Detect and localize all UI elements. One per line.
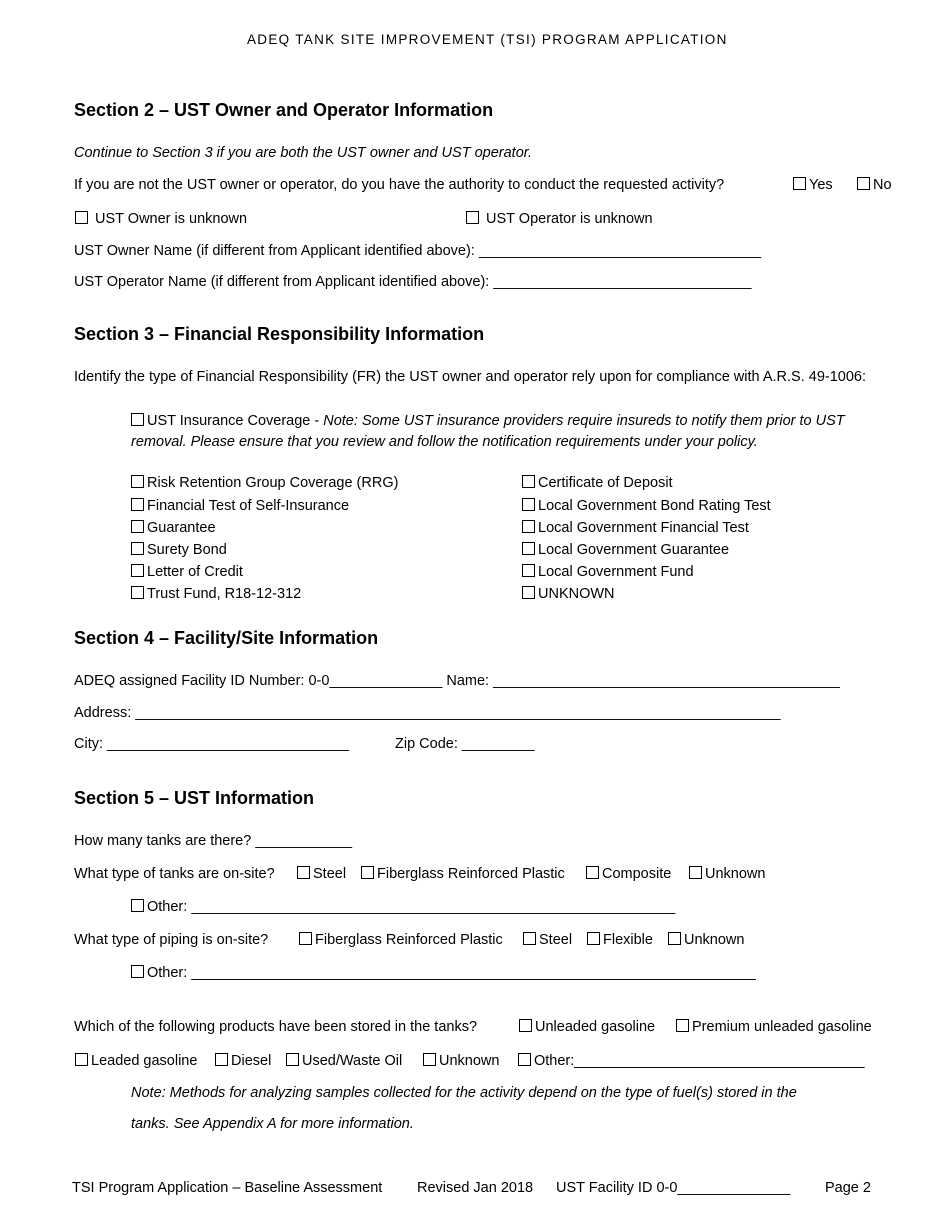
tank-type-label: Steel [313,866,347,882]
product-option[interactable] [519,1018,655,1036]
piping-type-label: Steel [539,932,573,948]
checkbox[interactable] [361,866,374,879]
fr-option-left-4[interactable] [131,563,243,581]
piping-question: What type of piping is on-site? [74,932,269,948]
fuel-note-line-2: tanks. See Appendix A for more information. [131,1116,414,1132]
checkbox[interactable] [587,932,600,945]
product-label: Unknown [439,1053,500,1069]
piping-type-label: Fiberglass Reinforced Plastic [315,932,503,948]
fr-option-left-3[interactable] [131,541,227,559]
operator-unknown-option[interactable] [466,210,653,228]
fr-intro: Identify the type of Financial Responsibility (FR) the UST owner and operator rely upon for compliance with A.R.S. 49-1006: [74,369,866,385]
product-label: Unleaded gasoline [535,1019,656,1035]
product-label: Premium unleaded gasoline [692,1019,872,1035]
fr-option-label: Surety Bond [147,542,227,558]
fr-option-label: Financial Test of Self-Insurance [147,498,350,514]
checkbox[interactable] [522,520,535,533]
fr-option-label: UNKNOWN [538,586,615,602]
product-label: Used/Waste Oil [302,1053,403,1069]
tank-count-field[interactable]: How many tanks are there? ____________ [74,833,353,849]
checkbox[interactable] [131,586,144,599]
fr-option-right-4[interactable] [522,563,694,581]
section-2-heading: Section 2 – UST Owner and Operator Information [74,100,494,120]
yes-label: Yes [809,177,833,193]
owner-unknown-label: UST Owner is unknown [95,211,248,227]
checkbox[interactable] [131,965,144,978]
product-option[interactable] [286,1052,402,1070]
checkbox[interactable] [668,932,681,945]
checkbox[interactable] [286,1053,299,1066]
checkbox[interactable] [423,1053,436,1066]
operator-unknown-checkbox[interactable] [466,211,479,224]
fr-option-right-0[interactable] [522,474,673,492]
owner-name-field[interactable]: UST Owner Name (if different from Applicant identified above): ___________________________________ [74,243,762,259]
checkbox[interactable] [522,586,535,599]
tank-type-label: Composite [602,866,672,882]
fr-option-label: Certificate of Deposit [538,475,673,491]
fr-option-label: Letter of Credit [147,564,243,580]
checkbox[interactable] [676,1019,689,1032]
fr-option-label: Guarantee [147,520,216,536]
owner-unknown-checkbox[interactable] [75,211,88,224]
operator-name-field[interactable]: UST Operator Name (if different from Applicant identified above): ________________________________ [74,274,752,290]
piping-type-label: Flexible [603,932,653,948]
checkbox[interactable] [131,498,144,511]
checkbox[interactable] [131,542,144,555]
checkbox[interactable] [586,866,599,879]
no-checkbox[interactable] [857,177,870,190]
checkbox[interactable] [215,1053,228,1066]
authority-yes-option[interactable] [793,176,833,194]
no-label: No [873,177,892,193]
checkbox[interactable] [518,1053,531,1066]
piping-type-label: Unknown [684,932,745,948]
footer-revised: Revised Jan 2018 [417,1180,534,1196]
section-3-heading: Section 3 – Financial Responsibility Information [74,324,485,344]
tank-type-option[interactable] [297,865,346,883]
checkbox[interactable] [297,866,310,879]
checkbox[interactable] [75,1053,88,1066]
fr-option-label: Local Government Bond Rating Test [538,498,771,514]
piping-type-option[interactable] [668,931,744,949]
checkbox[interactable] [689,866,702,879]
checkbox[interactable] [522,475,535,488]
checkbox[interactable] [522,542,535,555]
tank-type-label: Unknown [705,866,766,882]
footer-facility-id: UST Facility ID 0-0______________ [556,1180,791,1196]
fr-option-label: Risk Retention Group Coverage (RRG) [147,475,399,491]
checkbox[interactable] [131,520,144,533]
city-field[interactable]: City: ______________________________ [74,736,349,752]
product-option[interactable] [423,1052,499,1070]
fr-option-left-0[interactable] [131,474,398,492]
product-label: Diesel [231,1053,272,1069]
product-option[interactable] [676,1018,872,1036]
fr-option-label: Trust Fund, R18-12-312 [147,586,302,602]
product-option[interactable] [215,1052,271,1070]
owner-unknown-option[interactable] [75,210,247,228]
authority-question: If you are not the UST owner or operator, do you have the authority to conduct the requested activity? [74,177,725,193]
section-2-instruction: Continue to Section 3 if you are both the UST owner and UST operator. [74,145,533,161]
product-option[interactable] [75,1052,197,1070]
checkbox[interactable] [299,932,312,945]
insurance-label: UST Insurance Coverage - [147,413,324,429]
piping-other-option[interactable] [131,964,756,982]
footer-doc-name: TSI Program Application – Baseline Assessment [72,1180,383,1196]
checkbox[interactable] [131,899,144,912]
product-other-option[interactable] [518,1052,865,1070]
checkbox[interactable] [522,498,535,511]
tank-other-field[interactable]: Other: ____________________________________________________________ [147,899,676,915]
fuel-note-line-1: Note: Methods for analyzing samples collected for the activity depend on the type of fuel(s) stored in the [131,1085,797,1101]
insurance-option[interactable] [131,411,871,453]
section-4-heading: Section 4 – Facility/Site Information [74,628,379,648]
yes-checkbox[interactable] [793,177,806,190]
authority-no-option[interactable] [857,176,892,194]
fr-option-right-3[interactable] [522,541,729,559]
fr-option-right-2[interactable] [522,519,749,537]
section-5-heading: Section 5 – UST Information [74,788,315,808]
insurance-note: Note: Some UST insurance providers require insureds to notify them prior to UST removal. Please ensure that you review and follow the notification requirements under your policy. [131,413,845,450]
fr-option-left-2[interactable] [131,519,216,537]
fr-option-right-1[interactable] [522,497,771,515]
checkbox[interactable] [523,932,536,945]
checkbox[interactable] [519,1019,532,1032]
checkbox[interactable] [131,564,144,577]
zip-code-field[interactable]: Zip Code: _________ [395,736,535,752]
tank-type-option[interactable] [689,865,765,883]
piping-type-option[interactable] [299,931,503,949]
fr-option-right-5[interactable] [522,585,615,603]
address-field[interactable]: Address: ________________________________________________________________________________ [74,705,781,721]
fr-option-left-5[interactable] [131,585,301,603]
product-other-field[interactable]: Other:____________________________________ [534,1053,865,1069]
checkbox[interactable] [131,475,144,488]
fr-option-left-1[interactable] [131,497,349,515]
checkbox[interactable] [522,564,535,577]
facility-id-name-field[interactable]: ADEQ assigned Facility ID Number: 0-0______________ Name: ___________________________________________ [74,673,840,689]
tank-type-question: What type of tanks are on-site? [74,866,275,882]
tank-type-label: Fiberglass Reinforced Plastic [377,866,565,882]
piping-type-option[interactable] [587,931,653,949]
tank-type-option[interactable] [361,865,565,883]
piping-type-option[interactable] [523,931,572,949]
tank-type-option[interactable] [586,865,671,883]
products-question: Which of the following products have been stored in the tanks? [74,1019,478,1035]
piping-other-field[interactable]: Other: ______________________________________________________________________ [147,965,756,981]
fr-option-label: Local Government Financial Test [538,520,749,536]
document-header: ADEQ TANK SITE IMPROVEMENT (TSI) PROGRAM APPLICATION [247,32,728,47]
operator-unknown-label: UST Operator is unknown [486,211,653,227]
fr-option-label: Local Government Fund [538,564,694,580]
product-label: Leaded gasoline [91,1053,198,1069]
footer-page-number: Page 2 [825,1180,871,1196]
insurance-checkbox[interactable] [131,413,144,426]
fr-option-label: Local Government Guarantee [538,542,730,558]
tank-other-option[interactable] [131,898,675,916]
